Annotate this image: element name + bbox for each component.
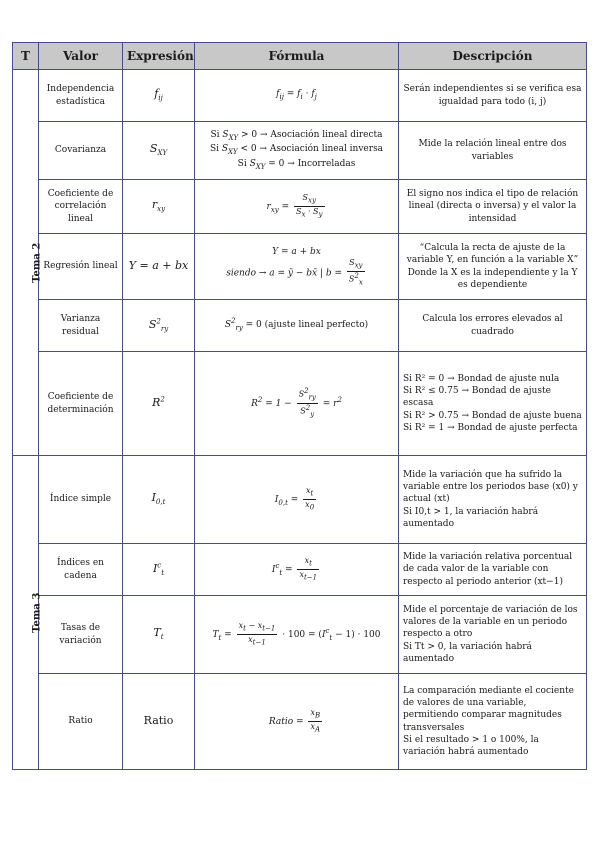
valor-cell: Índice simple xyxy=(39,456,123,544)
expresion-cell: $I_{0,t}$ xyxy=(123,456,195,544)
descripcion-line: Si R² ≤ 0.75 → Bondad de ajuste escasa xyxy=(403,386,551,409)
formula-cell: $r_{xy}$ = $\frac{S_{xy}}{S_x \cdot S_y}$ xyxy=(195,180,399,234)
tema-2-cell xyxy=(13,70,43,456)
expresion-cell: $S_{XY}$ xyxy=(123,122,195,180)
table-row xyxy=(13,456,587,544)
table-row xyxy=(13,544,587,596)
formula-cell: Ratio = $\frac{x_B}{x_A}$ xyxy=(195,674,399,770)
table-row xyxy=(13,352,587,456)
formula-table xyxy=(12,42,587,770)
descripcion-cell xyxy=(399,596,587,674)
descripcion-cell xyxy=(399,352,587,456)
table-row xyxy=(13,596,587,674)
valor-cell: Covarianza xyxy=(39,122,123,180)
valor-cell: Tasas de variación xyxy=(39,596,123,674)
expresion-cell: $S^2_{ry}$ xyxy=(123,300,195,352)
table-row xyxy=(13,300,587,352)
table-row xyxy=(13,234,587,300)
expresion-cell: $T_t$ xyxy=(123,596,195,674)
descripcion-cell: Mide la variación relativa porcentual de cada valor de la variable con respecto al periodo anterior (xt−1) xyxy=(399,544,587,596)
descripcion-line: Si el resultado > 1 o 100%, la variación habrá aumentado xyxy=(403,734,539,757)
descripcion-line: Si R² > 0.75 → Bondad de ajuste buena xyxy=(403,410,582,421)
expresion-cell: Ratio xyxy=(123,674,195,770)
formula-cell: $I^c_t$ = $\frac{x_t}{x_{t-1}}$ xyxy=(195,544,399,596)
descripcion-line: Mide el porcentaje de variación de los valores de la variable en un periodo respecto a otro xyxy=(403,605,578,640)
table-row xyxy=(13,122,587,180)
valor-cell: Coeficiente de determinación xyxy=(39,352,123,456)
header-formula: Fórmula xyxy=(195,43,399,70)
descripcion-line: Si Tt > 0, la variación habrá aumentado xyxy=(403,641,532,664)
tema-3-label: Tema 3 xyxy=(31,592,43,633)
expresion-cell: $I^c_t$ xyxy=(123,544,195,596)
valor-cell: Varianza residual xyxy=(39,300,123,352)
descripcion-line: Si I0,t > 1, la variación habrá aumentado xyxy=(403,506,539,529)
descripcion-cell xyxy=(399,456,587,544)
descripcion-line: Si R² = 0 → Bondad de ajuste nula xyxy=(403,374,560,385)
expresion-cell: $R^2$ xyxy=(123,352,195,456)
descripcion-cell: El signo nos indica el tipo de relación lineal (directa o inversa) y el valor la intensidad xyxy=(399,180,587,234)
valor-cell: Índices en cadena xyxy=(39,544,123,596)
valor-cell: Regresión lineal xyxy=(39,234,123,300)
valor-cell: Independencia estadística xyxy=(39,70,123,122)
valor-cell: Coeficiente de correlación lineal xyxy=(39,180,123,234)
formula-cell: $f_{ij} = f_i \cdot f_j$ xyxy=(195,70,399,122)
formula-cell: Si $S_{XY} > 0$ → Asociación lineal directa Si $S_{XY} < 0$ → Asociación lineal inversa Si $S_{XY} = 0$ → Incorreladas xyxy=(195,122,399,180)
header-expresion: Expresión xyxy=(123,43,195,70)
header-t: T xyxy=(13,43,39,70)
formula-cell: $S^2_{ry} = 0$ (ajuste lineal perfecto) xyxy=(195,300,399,352)
descripcion-line: La comparación mediante el cociente de valores de una variable, permitiendo comparar magnitudes transversales xyxy=(403,686,574,733)
header-row xyxy=(13,43,587,70)
descripcion-cell: Serán independientes si se verifica esa igualdad para todo (i, j) xyxy=(399,70,587,122)
descripcion-line: Mide la variación que ha sufrido la variable entre los periodos base (x0) y actual (xt) xyxy=(403,470,578,505)
formula-cell: $I_{0,t}$ = $\frac{x_t}{x_0}$ xyxy=(195,456,399,544)
formula-cell: $T_t$ = $\frac{x_t - x_{t-1}}{x_{t-1}}$ · $100 = (I^c_t - 1) \cdot 100$ xyxy=(195,596,399,674)
header-descripcion: Descripción xyxy=(399,43,587,70)
table-row xyxy=(13,70,587,122)
descripcion-cell: Calcula los errores elevados al cuadrado xyxy=(399,300,587,352)
header-valor: Valor xyxy=(39,43,123,70)
table-row xyxy=(13,180,587,234)
formula-cell: Y = a + bx siendo → a = ȳ − bx̄ | b = $\frac{S_{xy}}{S^2_x}$ xyxy=(195,234,399,300)
expresion-cell: Y = a + bx xyxy=(123,234,195,300)
tema-2-label: Tema 2 xyxy=(31,242,43,283)
table-row xyxy=(13,674,587,770)
tema-3-cell xyxy=(13,456,43,770)
expresion-cell: $r_{xy}$ xyxy=(123,180,195,234)
descripcion-line: Si R² = 1 → Bondad de ajuste perfecta xyxy=(403,422,578,433)
descripcion-cell xyxy=(399,674,587,770)
descripcion-cell: “Calcula la recta de ajuste de la variable Y, en función a la variable X” Donde la X es la independiente y la Y es dependiente xyxy=(399,234,587,300)
expresion-cell: $f_{ij}$ xyxy=(123,70,195,122)
descripcion-cell: Mide la relación lineal entre dos variables xyxy=(399,122,587,180)
formula-cell: $R^2 = 1$ − $\frac{S^2_{ry}}{S^2_y}$ = $r^2$ xyxy=(195,352,399,456)
valor-cell: Ratio xyxy=(39,674,123,770)
